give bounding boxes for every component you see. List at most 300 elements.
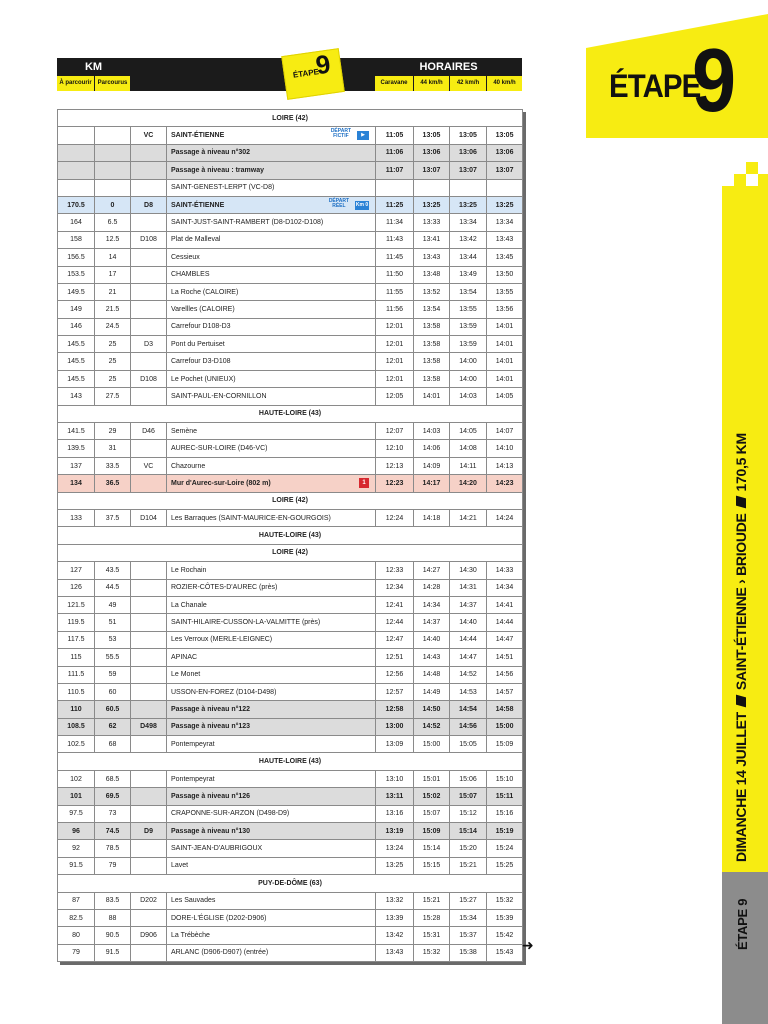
- time-40-cell-text: 14:23: [495, 479, 514, 487]
- time-caravane-cell: [376, 440, 414, 457]
- table-row: [58, 631, 523, 648]
- time-42-cell: [450, 266, 487, 283]
- time-40-cell: [487, 440, 523, 457]
- time-44-cell-text: 14:48: [422, 671, 441, 679]
- time-42-cell: [450, 683, 487, 700]
- km-covered-cell-text: 17: [108, 271, 117, 279]
- time-44-cell-text: 15:28: [422, 914, 441, 922]
- time-40-cell: [487, 370, 523, 387]
- km-covered-cell: [95, 770, 131, 787]
- time-42-cell: [450, 475, 487, 492]
- km-remaining-cell-text: 164: [70, 219, 82, 227]
- road-cell: [131, 318, 167, 335]
- time-42-cell: [450, 614, 487, 631]
- place-name-cell: [167, 823, 376, 840]
- time-caravane-cell: [376, 736, 414, 753]
- time-44-cell: [414, 770, 450, 787]
- km-covered-cell-text: 83.5: [105, 897, 120, 905]
- km-remaining-cell-text: 149: [70, 305, 82, 313]
- time-44-cell-text: 14:43: [422, 653, 441, 661]
- place-name-cell: [167, 666, 376, 683]
- table-row: [58, 353, 523, 370]
- place-name-cell-text: Carrefour D3-D108: [171, 358, 231, 366]
- time-42-cell-text: 13:55: [459, 305, 477, 313]
- table-row: [58, 649, 523, 666]
- time-caravane-cell-text: 13:16: [385, 810, 404, 818]
- km-remaining-cell: [58, 127, 95, 144]
- region-row: [58, 110, 523, 127]
- road-cell: [131, 596, 167, 613]
- time-44-cell-text: 13:52: [422, 288, 441, 296]
- time-caravane-cell-text: 13:10: [385, 775, 404, 783]
- km-covered-cell: [95, 805, 131, 822]
- time-40-cell-text: 14:57: [495, 688, 514, 696]
- time-42-cell-text: 14:47: [459, 653, 477, 661]
- time-caravane-cell-text: 12:33: [385, 566, 404, 574]
- region-row: [58, 875, 523, 892]
- road-cell: [131, 770, 167, 787]
- time-42-cell-text: 15:05: [459, 740, 477, 748]
- checker-square: [734, 174, 746, 186]
- time-caravane-cell: [376, 423, 414, 440]
- time-42-cell-text: 14:53: [459, 688, 477, 696]
- time-44-cell-text: 15:15: [422, 862, 441, 870]
- time-40-cell: [487, 840, 523, 857]
- badge-number: 9: [313, 48, 333, 81]
- time-40-cell-text: 14:01: [495, 340, 514, 348]
- time-caravane-cell-text: 11:55: [386, 288, 403, 296]
- km-covered-cell: [95, 823, 131, 840]
- time-42-cell-text: 15:21: [459, 862, 477, 870]
- km-remaining-cell: [58, 266, 95, 283]
- place-name-cell: [167, 649, 376, 666]
- time-caravane-cell: [376, 805, 414, 822]
- time-caravane-cell: [376, 196, 414, 213]
- km-remaining-cell: [58, 144, 95, 161]
- place-name-cell-text: Chazourne: [171, 462, 206, 470]
- km-remaining-cell-text: 121.5: [67, 601, 85, 609]
- km-covered-cell: [95, 127, 131, 144]
- km-remaining-cell-text: 158: [70, 236, 82, 244]
- place-name-cell-text: ROZIER-CÔTES-D'AUREC (près): [171, 584, 278, 592]
- place-name-cell: [167, 805, 376, 822]
- table-row: [58, 127, 523, 144]
- place-name-cell-text: Semène: [171, 427, 198, 435]
- km-covered-cell-text: 55.5: [105, 653, 120, 661]
- time-42-cell-text: 13:59: [459, 340, 477, 348]
- time-caravane-cell-text: 13:32: [385, 897, 404, 905]
- climb-category-icon: 1: [359, 478, 369, 488]
- time-caravane-cell-text: 12:56: [385, 671, 404, 679]
- start-flag-icon: ▶: [357, 131, 369, 140]
- time-44-cell-text: 13:07: [422, 166, 441, 174]
- time-40-cell: [487, 823, 523, 840]
- time-caravane-cell-text: 12:24: [385, 514, 404, 522]
- time-42-cell-text: 15:07: [459, 792, 477, 800]
- time-40-cell: [487, 266, 523, 283]
- km-remaining-cell: [58, 214, 95, 231]
- road-cell: [131, 788, 167, 805]
- km-covered-cell: [95, 857, 131, 874]
- stage-title-word: ÉTAPE: [609, 68, 701, 104]
- km-covered-cell: [95, 231, 131, 248]
- road-cell: [131, 805, 167, 822]
- horaires-header: HORAIRES: [419, 61, 478, 73]
- place-name-cell: [167, 353, 376, 370]
- km-covered-cell-text: 33.5: [105, 462, 120, 470]
- time-40-cell: [487, 857, 523, 874]
- time-44-cell: [414, 927, 450, 944]
- km-covered-cell-text: 79: [108, 862, 117, 870]
- time-44-cell-text: 13:25: [422, 201, 441, 209]
- checker-square: [758, 174, 768, 186]
- time-42-cell: [450, 127, 487, 144]
- time-42-cell-text: 14:44: [459, 636, 477, 644]
- km-remaining-cell-text: 145.5: [67, 375, 85, 383]
- time-caravane-cell-text: 13:11: [385, 792, 404, 800]
- time-caravane-cell-text: 12:13: [385, 462, 404, 470]
- time-44-cell: [414, 196, 450, 213]
- time-caravane-cell: [376, 631, 414, 648]
- time-caravane-cell-text: 11:43: [386, 236, 403, 244]
- time-44-cell: [414, 440, 450, 457]
- depart-fictif-label: DÉPART FICTIF: [330, 128, 351, 140]
- km-remaining-cell-text: 91.5: [69, 862, 83, 870]
- time-caravane-cell-text: 11:45: [386, 253, 403, 261]
- time-40-cell-text: 15:16: [495, 810, 514, 818]
- time-caravane-cell: [376, 283, 414, 300]
- km-covered-cell-text: 88: [108, 914, 117, 922]
- time-40-cell-text: 14:24: [495, 514, 514, 522]
- km-covered-cell: [95, 718, 131, 735]
- place-name-cell-text: SAINT-ÉTIENNE: [171, 201, 225, 209]
- time-42-cell-text: 13:44: [459, 253, 477, 261]
- place-name-cell: [167, 231, 376, 248]
- time-44-cell: [414, 336, 450, 353]
- time-40-cell: [487, 423, 523, 440]
- km-covered-cell-text: 59: [108, 671, 117, 679]
- time-40-cell-text: 14:13: [495, 462, 514, 470]
- time-44-cell-text: 14:37: [422, 619, 441, 627]
- table-row: [58, 370, 523, 387]
- time-42-cell: [450, 144, 487, 161]
- time-40-cell: [487, 283, 523, 300]
- time-40-cell-text: 15:09: [495, 740, 514, 748]
- time-42-cell-text: 14:37: [459, 601, 477, 609]
- time-42-cell: [450, 231, 487, 248]
- table-row: [58, 266, 523, 283]
- time-44-cell-text: 14:34: [422, 601, 441, 609]
- km-remaining-cell: [58, 649, 95, 666]
- km-remaining-cell: [58, 249, 95, 266]
- place-name-cell: [167, 562, 376, 579]
- road-cell-text: D202: [140, 897, 157, 905]
- km-covered-cell-text: 73: [108, 810, 117, 818]
- place-name-cell: [167, 283, 376, 300]
- km-remaining-cell-text: 137: [70, 462, 82, 470]
- time-42-cell-text: 15:34: [459, 914, 477, 922]
- region-label: HAUTE-LOIRE (43): [58, 527, 523, 544]
- km-remaining-cell-text: 102: [70, 775, 82, 783]
- road-cell: [131, 736, 167, 753]
- time-42-cell-text: 13:34: [459, 219, 477, 227]
- km-remaining-cell: [58, 301, 95, 318]
- route-schedule-table: [57, 109, 523, 962]
- km-remaining-cell: [58, 596, 95, 613]
- speed-40-header: 40 km/h: [486, 76, 522, 91]
- time-40-cell-text: 14:01: [495, 358, 514, 366]
- road-cell: [131, 631, 167, 648]
- place-name-cell-text: SAINT-JEAN-D'AUBRIGOUX: [171, 845, 263, 853]
- table-row: [58, 909, 523, 926]
- place-name-cell: [167, 336, 376, 353]
- time-44-cell: [414, 736, 450, 753]
- km-covered-cell: [95, 336, 131, 353]
- km-remaining-cell: [58, 370, 95, 387]
- time-40-cell: [487, 736, 523, 753]
- place-name-cell: [167, 579, 376, 596]
- time-40-cell-text: 13:45: [495, 253, 514, 261]
- time-40-cell-text: 15:39: [495, 914, 514, 922]
- road-cell: [131, 301, 167, 318]
- time-42-cell: [450, 892, 487, 909]
- km-remaining-cell-text: 108.5: [67, 723, 85, 731]
- region-row: [58, 544, 523, 561]
- place-name-cell-text: Les Sauvades: [171, 897, 216, 905]
- km-remaining-cell-text: 145.5: [67, 340, 85, 348]
- time-42-cell: [450, 318, 487, 335]
- km-remaining-cell: [58, 666, 95, 683]
- table-row: [58, 214, 523, 231]
- km-remaining-cell-text: 82.5: [69, 914, 83, 922]
- km-remaining-cell: [58, 162, 95, 179]
- time-42-cell-text: 14:31: [459, 584, 477, 592]
- road-cell: [131, 683, 167, 700]
- time-40-cell-text: 14:44: [495, 619, 514, 627]
- km-covered-cell: [95, 840, 131, 857]
- km-covered-cell: [95, 214, 131, 231]
- time-40-cell: [487, 805, 523, 822]
- time-44-cell-text: 13:58: [422, 375, 441, 383]
- time-caravane-cell-text: 13:43: [385, 949, 404, 957]
- time-44-cell-text: 14:50: [422, 705, 441, 713]
- km-remaining-cell: [58, 718, 95, 735]
- region-label: HAUTE-LOIRE (43): [58, 753, 523, 770]
- table-row: [58, 283, 523, 300]
- place-name-cell: [167, 701, 376, 718]
- km-covered-cell-text: 90.5: [105, 932, 120, 940]
- time-40-cell: [487, 509, 523, 526]
- badge-word: ÉTAPE: [292, 67, 320, 80]
- time-42-cell: [450, 788, 487, 805]
- time-44-cell: [414, 231, 450, 248]
- time-40-cell-text: 15:24: [495, 845, 514, 853]
- time-caravane-cell: [376, 509, 414, 526]
- time-40-cell-text: 13:56: [495, 305, 514, 313]
- km-remaining-cell-text: 87: [72, 897, 80, 905]
- time-caravane-cell-text: 12:57: [385, 688, 404, 696]
- time-42-cell: [450, 631, 487, 648]
- place-name-cell: [167, 475, 376, 492]
- time-caravane-cell-text: 11:34: [386, 219, 403, 227]
- time-42-cell-text: 14:20: [459, 479, 477, 487]
- time-44-cell: [414, 631, 450, 648]
- region-label: LOIRE (42): [58, 544, 523, 561]
- time-44-cell: [414, 127, 450, 144]
- km-remaining-cell-text: 127: [70, 566, 82, 574]
- time-44-cell: [414, 596, 450, 613]
- km-remaining-cell-text: 111.5: [67, 671, 85, 679]
- time-42-cell-text: 15:06: [459, 775, 477, 783]
- place-name-cell-text: Pontempeyrat: [171, 740, 215, 748]
- time-44-cell-text: 14:52: [422, 723, 441, 731]
- place-name-cell-text: CHAMBLES: [171, 271, 210, 279]
- place-name-cell: [167, 614, 376, 631]
- place-name-cell: [167, 423, 376, 440]
- time-44-cell: [414, 144, 450, 161]
- table-row: [58, 770, 523, 787]
- time-42-cell-text: 14:00: [459, 358, 477, 366]
- km-covered-cell-text: 6.5: [107, 219, 118, 227]
- time-40-cell: [487, 579, 523, 596]
- time-40-cell: [487, 683, 523, 700]
- km-covered-cell: [95, 196, 131, 213]
- road-cell-text: D8: [144, 201, 153, 209]
- time-42-cell: [450, 162, 487, 179]
- place-name-cell-text: Passage à niveau n°122: [171, 705, 251, 713]
- time-caravane-cell: [376, 666, 414, 683]
- km-remaining-cell-text: 134: [70, 479, 82, 487]
- time-caravane-cell: [376, 823, 414, 840]
- time-caravane-cell: [376, 892, 414, 909]
- time-42-cell-text: 14:21: [459, 514, 477, 522]
- km-covered-cell: [95, 579, 131, 596]
- time-caravane-cell: [376, 614, 414, 631]
- table-row: [58, 249, 523, 266]
- time-42-cell: [450, 840, 487, 857]
- time-caravane-cell: [376, 231, 414, 248]
- speed-44-header: 44 km/h: [413, 76, 449, 91]
- time-40-cell: [487, 596, 523, 613]
- time-42-cell-text: 15:20: [459, 845, 477, 853]
- km-remaining-cell-text: 139.5: [67, 445, 85, 453]
- km-remaining-cell: [58, 944, 95, 961]
- time-44-cell-text: 14:17: [422, 479, 441, 487]
- road-cell-text: D108: [140, 375, 157, 383]
- km-remaining-cell-text: 141.5: [67, 427, 85, 435]
- road-cell: [131, 370, 167, 387]
- road-cell: [131, 892, 167, 909]
- km-covered-cell: [95, 353, 131, 370]
- km-remaining-cell-text: 149.5: [67, 288, 85, 296]
- km-covered-cell: [95, 283, 131, 300]
- place-name-cell-text: Les Barraques (SAINT-MAURICE-EN-GOURGOIS): [171, 514, 331, 522]
- region-row: [58, 753, 523, 770]
- place-name-cell: [167, 318, 376, 335]
- time-caravane-cell-text: 13:19: [385, 827, 404, 835]
- time-caravane-cell-text: 12:58: [385, 705, 404, 713]
- continue-arrow-icon: ➜: [522, 937, 534, 953]
- time-40-cell-text: 14:51: [495, 653, 514, 661]
- road-cell-text: D3: [144, 340, 153, 348]
- time-caravane-cell-text: 12:05: [385, 392, 404, 400]
- road-cell: [131, 666, 167, 683]
- km-covered-cell-text: 25: [108, 375, 117, 383]
- km-remaining-cell: [58, 388, 95, 405]
- time-44-cell: [414, 388, 450, 405]
- time-44-cell: [414, 857, 450, 874]
- km-covered-cell-text: 43.5: [105, 566, 120, 574]
- place-name-cell: [167, 944, 376, 961]
- time-44-cell-text: 14:27: [422, 566, 441, 574]
- footer-stage-label: ÉTAPE 9: [735, 898, 750, 950]
- separator-square-icon: [736, 496, 746, 509]
- time-42-cell: [450, 770, 487, 787]
- km-remaining-cell-text: 119.5: [67, 619, 85, 627]
- road-cell-text: D46: [142, 427, 155, 435]
- place-name-cell: [167, 840, 376, 857]
- road-cell: [131, 475, 167, 492]
- km-covered-cell: [95, 944, 131, 961]
- km-remaining-cell: [58, 823, 95, 840]
- time-42-cell: [450, 388, 487, 405]
- road-cell: [131, 840, 167, 857]
- km-covered-cell: [95, 388, 131, 405]
- time-40-cell-text: 14:01: [495, 375, 514, 383]
- table-row: [58, 457, 523, 474]
- table-row: [58, 388, 523, 405]
- time-40-cell: [487, 318, 523, 335]
- km-covered-cell-text: 21.5: [105, 305, 120, 313]
- km-covered-cell-text: 14: [108, 253, 117, 261]
- road-cell: [131, 423, 167, 440]
- time-caravane-cell-text: 12:01: [385, 358, 404, 366]
- time-44-cell-text: 15:14: [422, 845, 441, 853]
- time-caravane-cell-text: 12:51: [385, 653, 404, 661]
- time-40-cell: [487, 144, 523, 161]
- time-44-cell-text: 13:41: [422, 236, 441, 244]
- km-covered-cell: [95, 649, 131, 666]
- time-caravane-cell: [376, 701, 414, 718]
- road-cell: [131, 579, 167, 596]
- stage-badge: [281, 48, 345, 100]
- time-caravane-cell: [376, 318, 414, 335]
- place-name-cell-text: Mur d'Aurec-sur-Loire (802 m): [171, 479, 271, 487]
- km-covered-cell-text: 53: [108, 636, 117, 644]
- table-row: [58, 318, 523, 335]
- table-row: [58, 736, 523, 753]
- time-40-cell-text: 14:01: [495, 323, 514, 331]
- place-name-cell: [167, 214, 376, 231]
- time-44-cell: [414, 805, 450, 822]
- separator-square-icon: [736, 695, 746, 708]
- time-40-cell-text: 15:19: [495, 827, 514, 835]
- time-42-cell: [450, 196, 487, 213]
- time-40-cell-text: 14:10: [495, 445, 514, 453]
- time-42-cell-text: 14:11: [459, 462, 477, 470]
- time-44-cell: [414, 475, 450, 492]
- time-44-cell: [414, 370, 450, 387]
- km-remaining-cell: [58, 683, 95, 700]
- time-44-cell: [414, 666, 450, 683]
- time-42-cell-text: 15:27: [459, 897, 477, 905]
- time-40-cell: [487, 892, 523, 909]
- road-cell: [131, 927, 167, 944]
- table-row: [58, 944, 523, 961]
- place-name-cell: [167, 718, 376, 735]
- place-name-cell-text: Passage à niveau n°130: [171, 827, 251, 835]
- km-remaining-cell: [58, 909, 95, 926]
